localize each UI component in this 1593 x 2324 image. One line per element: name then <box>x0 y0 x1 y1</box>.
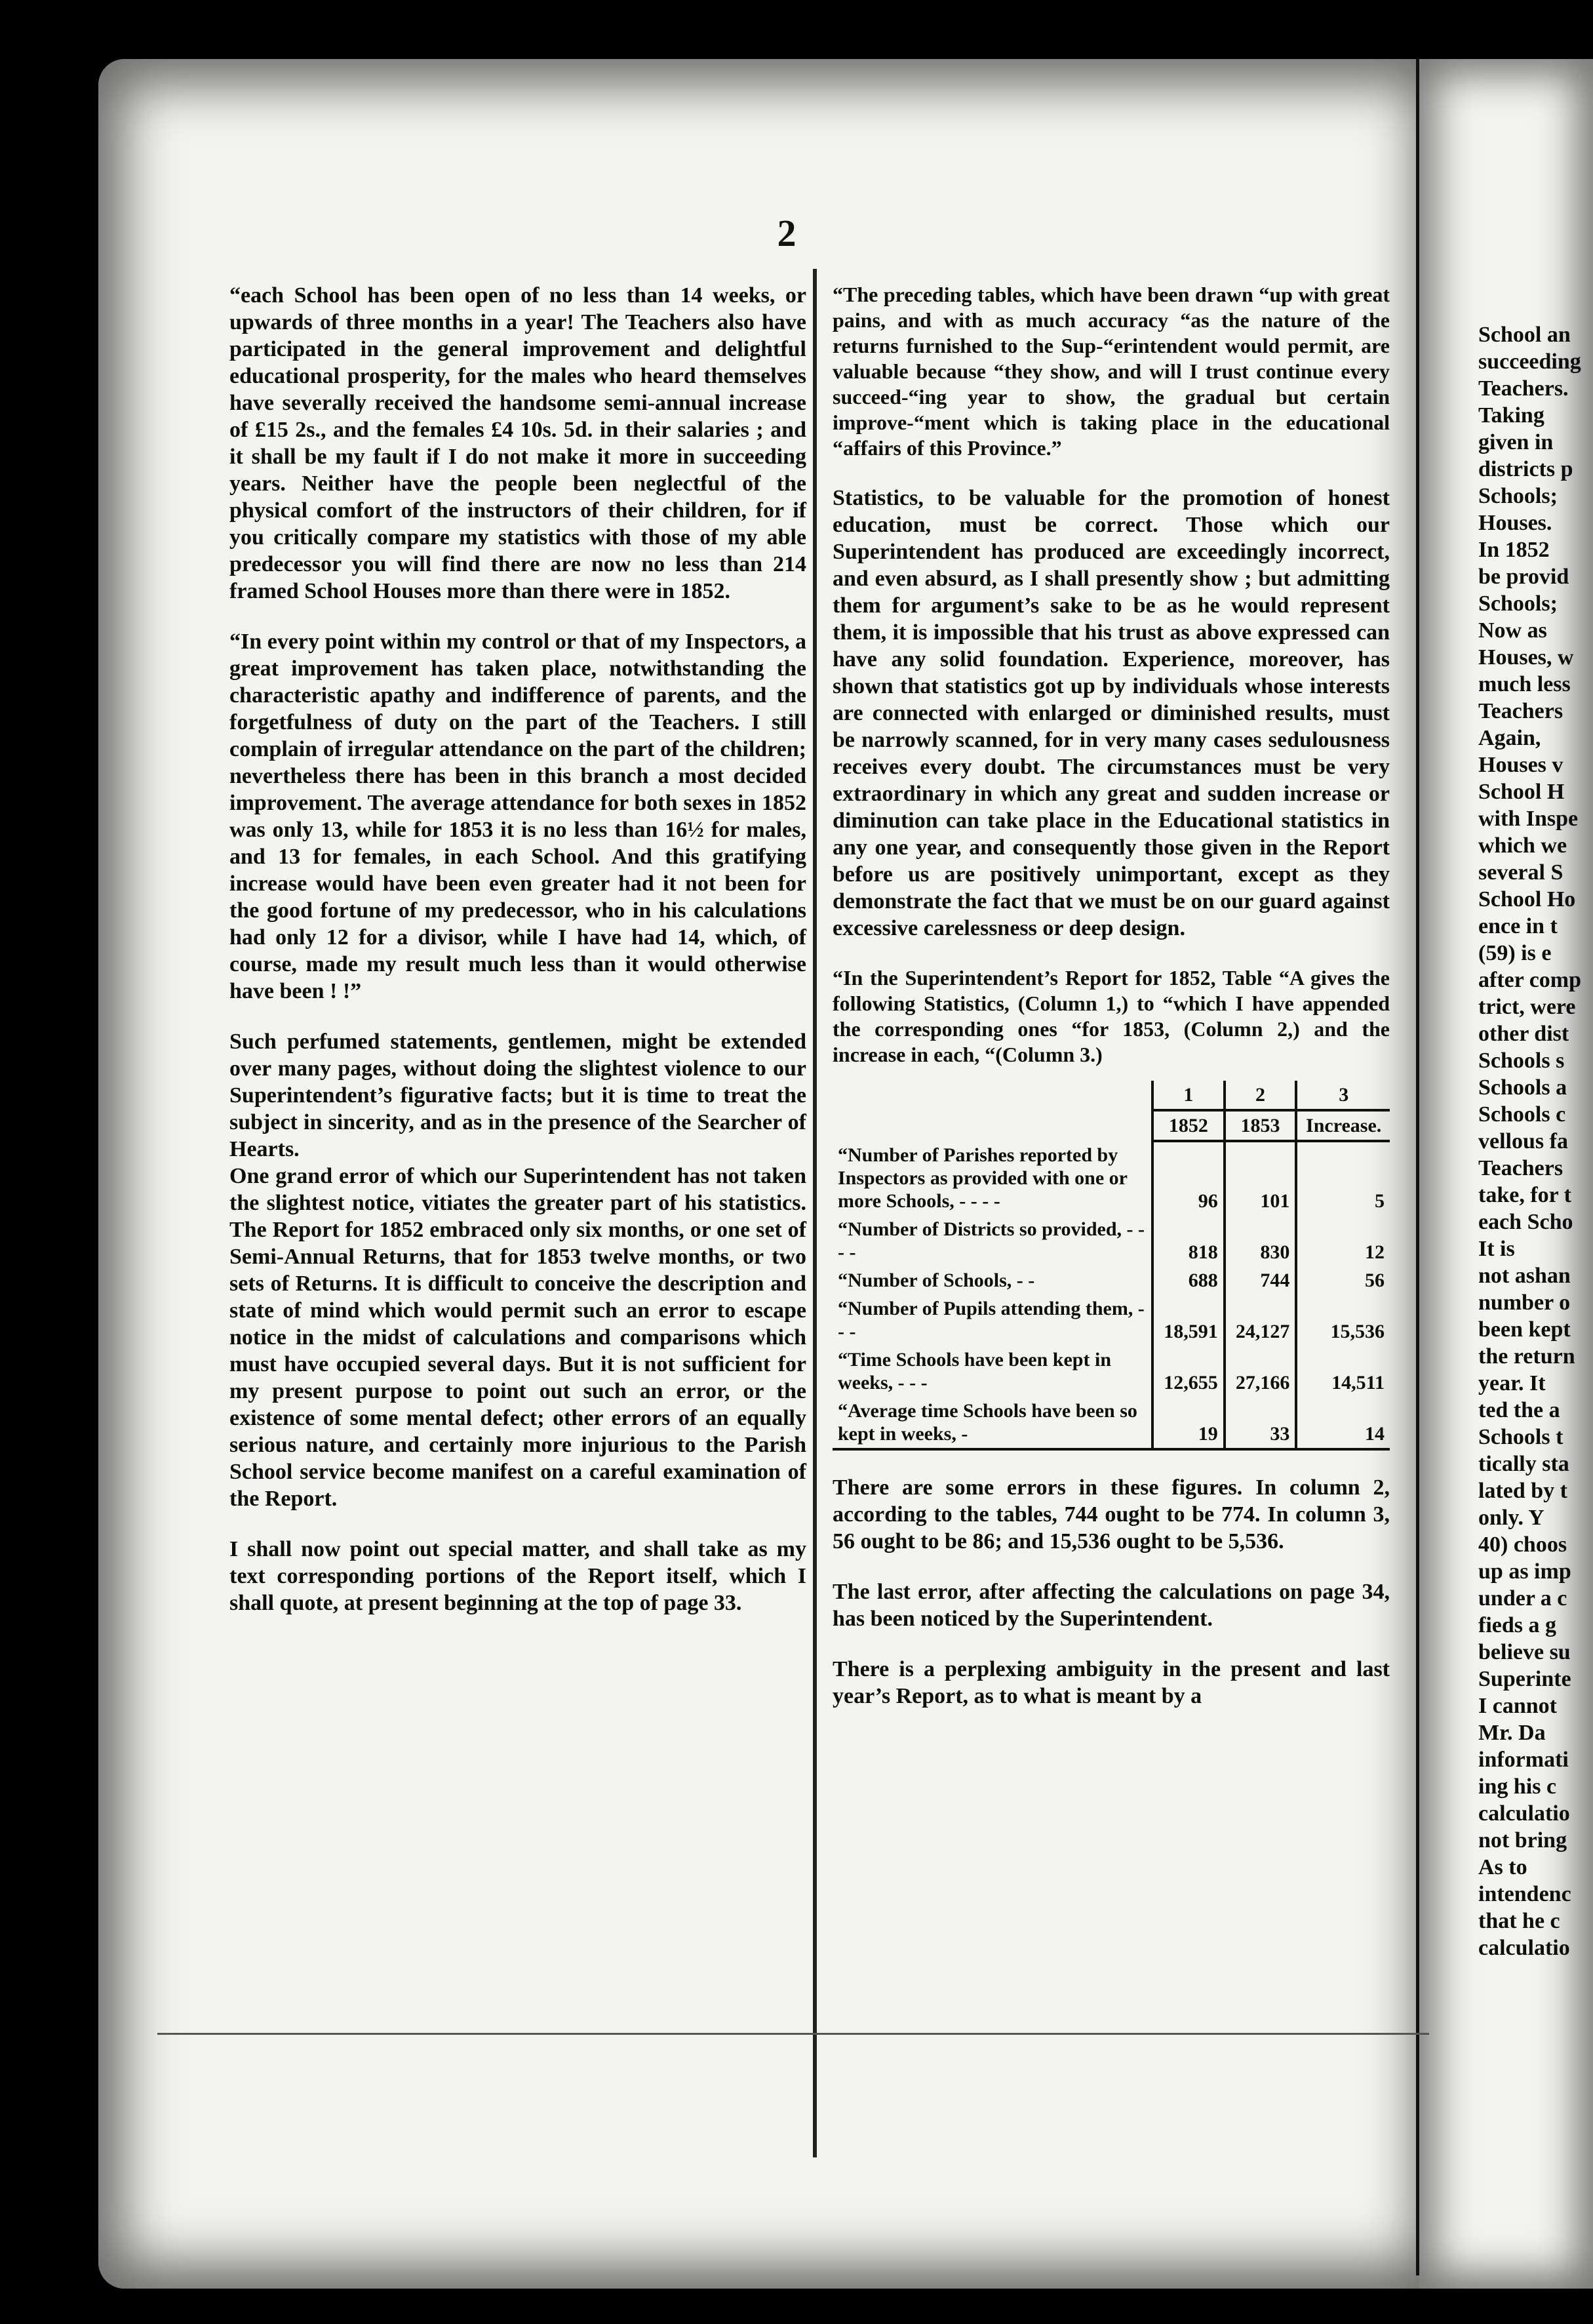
next-page-line: number o <box>1478 1291 1571 1315</box>
left-column <box>229 282 806 1616</box>
paragraph-quote-schools: “each School has been open of no less than 14 weeks, or upwards of three months in a year! The Teachers also have participated in the general improvement and delightful educational prosperity, for the males who heard themselves have severally received the handsome semi-annual increase of £15 2s., and the females £4 10s. 5d. in their salaries ; and it shall be my fault if I do not make it more in succeeding years. Neither have the people been neglectful of the physical comfort of the instructors of their children, for if you critically compare my statistics with those of my able predecessor you will find there are now no less than 214 framed School Houses more than there were in 1852. <box>229 283 806 603</box>
table-row <box>833 1215 1390 1266</box>
next-page-line: take, for t <box>1478 1183 1571 1207</box>
row-label: “Time Schools have been kept in weeks, - - - <box>838 1349 1111 1393</box>
statistics-table <box>833 1081 1390 1451</box>
next-page-line: ted the a <box>1478 1398 1560 1422</box>
next-page-line: ing his c <box>1478 1774 1557 1799</box>
next-page-line: the return <box>1478 1344 1575 1369</box>
next-page-line: Schools t <box>1478 1425 1564 1449</box>
cell-1853: 33 <box>1225 1397 1297 1449</box>
row-label: “Average time Schools have been so kept in weeks, - <box>833 1397 1152 1449</box>
next-page-line: vellous fa <box>1478 1129 1568 1153</box>
cell-increase: 12 <box>1296 1215 1390 1266</box>
next-page-line: Again, <box>1478 726 1541 750</box>
next-page-line: 40) choos <box>1478 1533 1567 1557</box>
next-page-line: believe su <box>1478 1640 1571 1664</box>
next-page-line: up as imp <box>1478 1559 1571 1584</box>
next-page-line: It is <box>1478 1237 1515 1261</box>
column-number: 1 <box>1152 1081 1225 1110</box>
next-page-line: ence in t <box>1478 914 1558 938</box>
paragraph-statistics: Statistics, to be valuable for the promotion of honest education, must be correct. Those which our Superintendent has produced are exceedingly incorrect, and even absurd, as I shall presently show ; but admitting them for argument’s sake to be as he would represent them, it is impossible that his trust as above expressed can have any solid foundation. Experience, moreover, has shown that statistics got up by individuals whose interests are connected with enlarged or diminished results, must be narrowly scanned, for in very many cases sedulousness receives every doubt. The circumstances must be very extraordinary in which any great and sudden increase or diminution can take place in the Educational statistics in any one year, and consequently those given in the Report before us are positively unimportant, except as they demonstrate the fact that we must be on our guard against excessive carelessness or deep design. <box>833 486 1390 940</box>
table-column-numbers <box>833 1081 1390 1110</box>
column-year: 1853 <box>1225 1110 1297 1141</box>
next-page-line: not bring <box>1478 1828 1567 1853</box>
paragraph-table-intro: “In the Superintendent’s Report for 1852, Table “A gives the following Statistics, (Column 1,) to “which I have appended the corresponding ones “for 1853, (Column 2,) and the increase in each, “(Column 3.) <box>833 966 1390 1066</box>
cell-increase: 15,536 <box>1296 1294 1390 1346</box>
page-number: 2 <box>777 212 796 254</box>
cell-1853: 744 <box>1225 1266 1297 1294</box>
next-page-line: School an <box>1478 323 1571 347</box>
cell-1853: 27,166 <box>1225 1346 1297 1397</box>
next-page-line: under a c <box>1478 1586 1567 1611</box>
next-page-line: which we <box>1478 833 1567 858</box>
cell-1853: 830 <box>1225 1215 1297 1266</box>
next-page-line: only. Y <box>1478 1506 1544 1530</box>
cell-increase: 14 <box>1296 1397 1390 1449</box>
cell-1852: 96 <box>1152 1141 1225 1215</box>
next-page-line: succeeding <box>1478 350 1581 374</box>
next-page-line: not ashan <box>1478 1264 1571 1288</box>
next-page-line: Teachers <box>1478 1156 1564 1180</box>
next-page-line: Teachers <box>1478 699 1564 723</box>
next-page-line: I cannot <box>1478 1694 1557 1718</box>
table-row <box>833 1397 1390 1449</box>
cell-increase: 5 <box>1296 1141 1390 1215</box>
row-label: “Number of Schools, - - <box>838 1270 1035 1291</box>
cell-1853: 24,127 <box>1225 1294 1297 1346</box>
next-page-line: Teachers. <box>1478 376 1569 401</box>
next-page-line: with Inspe <box>1478 807 1579 831</box>
next-page-line: lated by t <box>1478 1479 1567 1503</box>
next-page-line: other dist <box>1478 1022 1569 1046</box>
next-page-line: Schools; <box>1478 591 1558 616</box>
bottom-rule <box>157 2033 1429 2035</box>
next-page-line: Superinte <box>1478 1667 1571 1691</box>
next-page-line: several S <box>1478 860 1564 885</box>
next-page-line: Schools c <box>1478 1102 1566 1127</box>
paragraph-last-error: The last error, after affecting the calculations on page 34, has been noticed by the Superintendent. <box>833 1580 1390 1631</box>
cell-1852: 688 <box>1152 1266 1225 1294</box>
next-page-line: districts p <box>1478 457 1573 481</box>
paragraph-grand-error: One grand error of which our Superintendent has not taken the slightest notice, vitiates the greater part of his statistics. The Report for 1852 embraced only six months, or one set of Semi-Annual Returns, that for 1853 twelve months, or two sets of Returns. It is difficult to conceive the description and state of mind which would permit such an error to escape notice in the midst of calculations and comparisons which must have occupied several days. But it is not sufficient for my present purpose to point out such an error, or the existence of some mental defect; other errors of an equally serious nature, and certainly more injurious to the Parish School service become manifest on a careful examination of the Report. <box>229 1164 806 1511</box>
column-year: Increase. <box>1296 1110 1390 1141</box>
paragraph-quote-tables: “The preceding tables, which have been drawn “up with great pains, and with as much accuracy “as the nature of the returns furnished to the Sup-“erintendent would permit, are valuable because “they show, and will I trust continue every succeed-“ing year to show, the gradual but certain improve-“ment which is taking place in the educational “affairs of this Province.” <box>833 283 1390 460</box>
next-page-strip <box>1419 59 1593 2289</box>
next-page-line: after comp <box>1478 968 1582 992</box>
next-page-line: calculatio <box>1478 1936 1570 1960</box>
paragraph-special-matter: I shall now point out special matter, and shall take as my text corresponding portions of the Report itself, which I shall quote, at present beginning at the top of page 33. <box>229 1537 806 1615</box>
paragraph-perfumed-statements: Such perfumed statements, gentlemen, might be extended over many pages, without doing the slightest violence to our Superintendent’s figurative facts; but it is time to treat the subject in sincerity, and as in the presence of the Searcher of Hearts. <box>229 1030 806 1161</box>
cell-1853: 101 <box>1225 1141 1297 1215</box>
next-page-line: As to <box>1478 1855 1527 1879</box>
next-page-line: Houses v <box>1478 753 1564 777</box>
next-page-line: be provid <box>1478 565 1569 589</box>
cell-1852: 12,655 <box>1152 1346 1225 1397</box>
row-label: “Number of Parishes reported by Inspectors as provided with one or more Schools, - - - - <box>838 1144 1128 1212</box>
table-column-years <box>833 1110 1390 1141</box>
row-label: “Number of Districts so provided, - - - - <box>838 1218 1145 1263</box>
next-page-line: that he c <box>1478 1909 1560 1933</box>
next-page-line: School Ho <box>1478 887 1576 912</box>
middle-column <box>806 282 1390 1710</box>
table-row <box>833 1266 1390 1294</box>
cell-increase: 14,511 <box>1296 1346 1390 1397</box>
column-year: 1852 <box>1152 1110 1225 1141</box>
column-number: 2 <box>1225 1081 1297 1110</box>
cell-1852: 19 <box>1152 1397 1225 1449</box>
next-page-line: Mr. Da <box>1478 1721 1546 1745</box>
next-page-line: been kept <box>1478 1317 1571 1342</box>
paragraph-errors: There are some errors in these figures. In column 2, according to the tables, 744 ought to be 774. In column 3, 56 ought to be 86; and 15,536 ought to be 5,536. <box>833 1475 1390 1553</box>
next-page-line: Schools; <box>1478 484 1558 508</box>
next-page-line: Now as <box>1478 618 1547 643</box>
paragraph-quote-inspectors: “In every point within my control or that of my Inspectors, a great improvement has taken place, notwithstanding the characteristic apathy and indifference of parents, and the forgetfulness of duty on the part of the Teachers. I still complain of irregular attendance on the part of the children; nevertheless there has been in this branch a most decided improvement. The average attendance for both sexes in 1852 was only 13, while for 1853 it is no less than 16½ for males, and 13 for females, in each School. And this gratifying increase would have been even greater had it not been for the good fortune of my predecessor, who in his calculations had only 12 for a divisor, while I have had 14, which, of course, made my result much less than it would otherwise have been ! !” <box>229 630 806 1003</box>
next-page-line: each Scho <box>1478 1210 1573 1234</box>
row-label: “Number of Pupils attending them, - - - <box>838 1298 1145 1342</box>
next-page-line: intendenc <box>1478 1882 1571 1906</box>
next-page-line: trict, were <box>1478 995 1576 1019</box>
paragraph-ambiguity: There is a perplexing ambiguity in the present and last year’s Report, as to what is meant by a <box>833 1657 1390 1708</box>
cell-increase: 56 <box>1296 1266 1390 1294</box>
next-page-line: Houses. <box>1478 511 1552 535</box>
next-page-text <box>1478 321 1593 1961</box>
next-page-line: much less <box>1478 672 1571 696</box>
table-row <box>833 1346 1390 1397</box>
next-page-line: tically sta <box>1478 1452 1569 1476</box>
cell-1852: 18,591 <box>1152 1294 1225 1346</box>
next-page-line: Schools a <box>1478 1075 1567 1100</box>
next-page-line: School H <box>1478 780 1565 804</box>
table-row <box>833 1294 1390 1346</box>
next-page-line: given in <box>1478 430 1554 454</box>
next-page-line: Taking <box>1478 403 1544 428</box>
next-page-line: calculatio <box>1478 1801 1570 1826</box>
column-number: 3 <box>1296 1081 1390 1110</box>
table-row <box>833 1141 1390 1215</box>
next-page-line: In 1852 <box>1478 538 1550 562</box>
next-page-line: Schools s <box>1478 1049 1565 1073</box>
next-page-line: fieds a g <box>1478 1613 1556 1637</box>
next-page-line: Houses, w <box>1478 645 1574 670</box>
next-page-line: (59) is e <box>1478 941 1552 965</box>
cell-1852: 818 <box>1152 1215 1225 1266</box>
next-page-line: year. It <box>1478 1371 1546 1395</box>
next-page-line: informati <box>1478 1748 1569 1772</box>
